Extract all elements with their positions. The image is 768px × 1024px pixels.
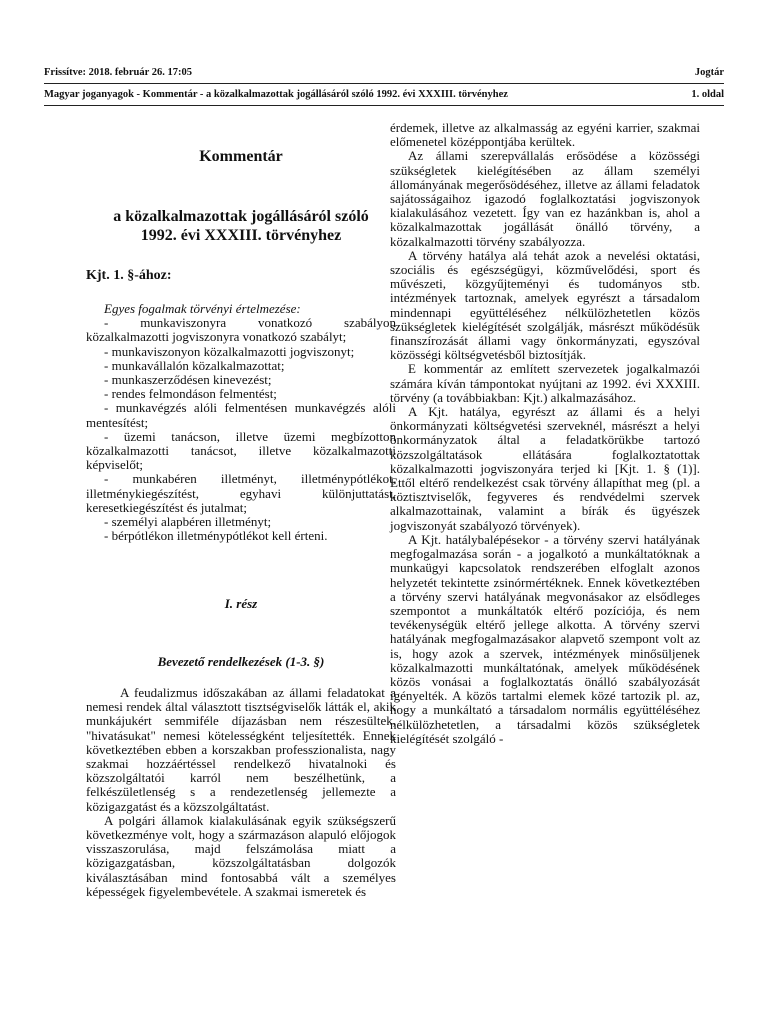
body-paragraph: Az állami szerepvállalás erősödése a közösségi szükségletek kielégítésében az állam személyi állományának megerősödéséhez, illetve az állami feladatok sajátosságaihoz igazodó foglalkoztatási jogviszonyok kialakulásához vezetett. Így van ez hazánkban is, ahol a közalkalmazottak jogállását önálló törvény, a közalkalmazotti törvény szabályozza. (390, 148, 700, 249)
definition-item: - munkaviszonyon közalkalmazotti jogviszonyt; (104, 343, 355, 359)
header-divider-1 (44, 83, 724, 84)
definition-item: - személyi alapbéren illetményt; (104, 514, 272, 530)
updated-timestamp: Frissítve: 2018. február 26. 17:05 (44, 67, 192, 78)
definition-item: - bérpótlékon illetménypótlékot kell érteni. (104, 528, 328, 544)
breadcrumb: Magyar joganyagok - Kommentár - a közalkalmazottak jogállásáról szóló 1992. évi XXXIII. törvényhez (44, 89, 508, 100)
chapter-heading: Bevezető rendelkezések (1-3. §) (157, 654, 325, 669)
definition-item: - munkaszerződésen kinevezést; (104, 372, 272, 388)
left-column-body (86, 686, 396, 899)
part-heading: I. rész (224, 596, 258, 611)
definition-item: - rendes felmondáson felmentést; (104, 386, 277, 402)
section-heading: Kjt. 1. §-ához: (86, 268, 172, 283)
body-paragraph: E kommentár az említett szervezetek jogalkalmazói számára kíván támpontokat nyújtani az 1992. évi XXXIII. törvény (a továbbiakban: Kjt.) alkalmazásához. (390, 361, 700, 405)
body-paragraph: érdemek, illetve az alkalmasság az egyéni karrier, szakmai előmenetel középpontjába kerültek. (390, 120, 700, 150)
page-number: 1. oldal (691, 89, 724, 100)
publisher-name: Jogtár (694, 67, 724, 78)
body-paragraph: A Kjt. hatálya, egyrészt az állami és a helyi önkormányzati költségvetési szerveknél, másrészt a helyi önkormányzatok által a feladatkörükbe tartozó közszolgáltatások ellátására foglalkoztatottak közalkalmazotti jogviszonyára terjed ki [Kjt. 1. § (1)]. Ettől eltérő rendelkezést csak törvény állapíthat meg (pl. a köztisztviselők, fegyveres és rendvédelmi szervek alkalmazottainak, valamint a bírák és ügyészek jogviszonyát szabályozó törvények). (390, 404, 700, 533)
definition-item: - munkavégzés alóli felmentésen munkavégzés alóli mentesítést; (86, 400, 396, 430)
body-paragraph: A törvény hatálya alá tehát azok a nevelési oktatási, szociális és egészségügyi, közművelődési, sport és művészeti, közgyűjteményi és tudományos stb. intézmények tartoznak, amelyek egyrészt a társadalom mindennapi együttéléséhez nélkülözhetetlen közös szükségletek kielégítését szolgálják, másrészt működésük finanszírozását állami vagy önkormányzati, egyszóval közösségi költségvetésből biztosítják. (390, 247, 700, 363)
law-title (86, 207, 396, 245)
definitions-intro: Egyes fogalmak törvényi értelmezése: (104, 301, 301, 316)
law-title-line-1: a közalkalmazottak jogállásáról szóló (113, 208, 369, 225)
definition-item: - munkaviszonyra vonatkozó szabályon közalkalmazotti jogviszonyra vonatkozó szabályt; (86, 315, 396, 345)
body-paragraph: A feudalizmus időszakában az állami feladatokat a nemesi rendek által választott tisztségviselők látták el, akik munkájukért semmiféle díjazásban nem részesültek, "hivatásukat" nemesi kötelességként teljesítették. Ennek következtében ebben a korszakban professzionalista, nagy szakmai hozzáértéssel rendelkező hivatalnoki és közszolgáltatói karról nem beszélhetünk, a felkészületlenség s a rendezetlenség jellemezte a közigazgatást és a közszolgáltatást. (86, 685, 396, 814)
law-title-line-2: 1992. évi XXXIII. törvényhez (140, 227, 342, 244)
body-paragraph: A polgári államok kialakulásának egyik szükségszerű következménye volt, hogy a származáson alapuló előjogok visszaszorulása, majd felszámolása miatt a közigazgatásban, közszolgáltatásban dolgozók kiválasztásában mind fontosabbá vált a személyes képességek figyelembevétele. A szakmai ismeretek és (86, 812, 396, 899)
definitions-block (86, 302, 396, 543)
right-column-body (390, 121, 700, 746)
definition-item: - munkavállalón közalkalmazottat; (104, 357, 285, 373)
definition-item: - üzemi tanácson, illetve üzemi megbízotton közalkalmazotti tanácsot, illetve közalkalmazotti képviselőt; (86, 428, 396, 473)
header-divider-2 (44, 105, 724, 106)
body-paragraph: A Kjt. hatálybalépésekor - a törvény szervi hatályának megfogalmazása során - a jogalkotó a munkáltatóknak a munkaügyi kapcsolatok rendszerében elfoglalt azonos helyzetét tekintette zsinórmértéknek. Ennek következtében a törvény szervi hatályának megvonásakor az elsődleges szempontot a munkáltatók eltérő pozíciója, és nem tevékenységük eltérő jellege alkotta. A törvény szervi hatályának megfogalmazásakor alapvető szempont volt az is, hogy azok a szervek, intézmények minősüljenek közalkalmazotti munkáltatónak, amelyek működésének közös vonásai a foglalkoztatás önálló szabályozását igényelték. A közös tartalmi elemek közé tartozik pl. az, hogy a munkáltató a társadalom normális együttéléséhez nélkülözhetetlen, a társadalmi közös szükségletek kielégítését szolgáló - (390, 531, 700, 746)
definition-item: - munkabéren illetményt, illetménypótlékot, illetménykiegészítést, egyhavi különjuttatást, keresetkiegészítést és jutalmat; (86, 471, 396, 515)
document-title: Kommentár (199, 148, 283, 165)
